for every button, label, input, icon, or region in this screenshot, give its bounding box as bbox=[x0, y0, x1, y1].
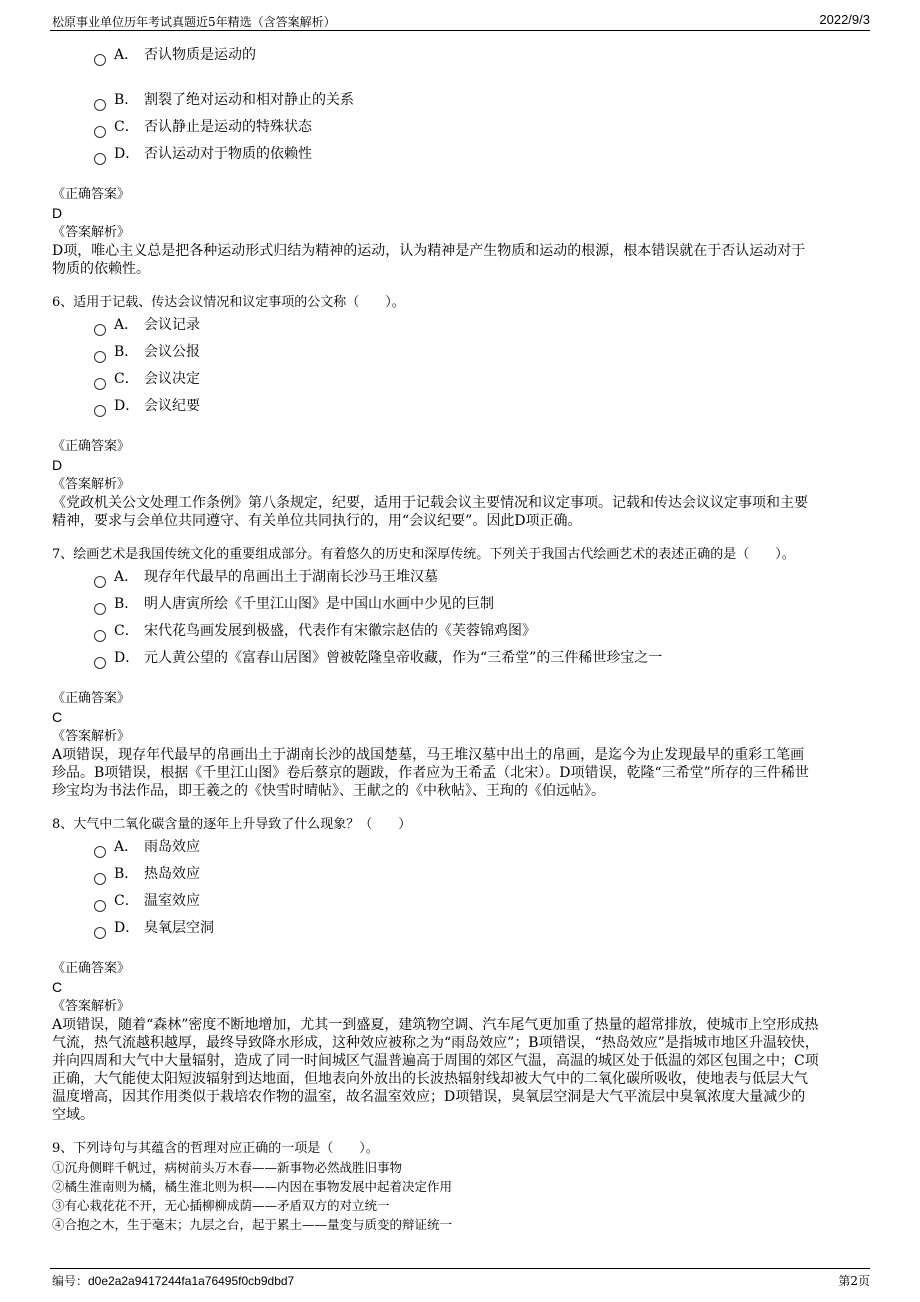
radio-icon[interactable] bbox=[94, 378, 106, 390]
q7-answer-label: 《正确答案》 bbox=[52, 691, 131, 706]
q7-analysis-line: 珍宝均为书法作品，即王羲之的《快雪时晴帖》、王献之的《中秋帖》、王珣的《伯远帖》。 bbox=[52, 783, 605, 799]
q7-analysis-line: 珍品。B项错误，根据《千里江山图》卷后蔡京的题跋，作者应为王希孟（北宋）。D项错误，乾隆“三希堂”所存的三件稀世 bbox=[52, 765, 809, 781]
footer-code: 编号：d0e2a2a9417244fa1a76495f0cb9dbd7 bbox=[52, 1274, 295, 1288]
q5-option-d[interactable]: D． 否认运动对于物质的依赖性 bbox=[94, 144, 312, 164]
radio-icon[interactable] bbox=[94, 153, 106, 165]
radio-icon[interactable] bbox=[94, 54, 106, 66]
q9-item: ①沉舟侧畔千帆过，病树前头万木春——新事物必然战胜旧事物 bbox=[52, 1160, 403, 1175]
q8-analysis-line: 正确，大气能使太阳短波辐射到达地面，但地表向外放出的长波热辐射线却被大气中的二氧化碳所吸收，使地表与低层大气 bbox=[52, 1071, 808, 1087]
q6-option-b[interactable]: B． 会议公报 bbox=[94, 342, 200, 362]
radio-icon[interactable] bbox=[94, 603, 106, 615]
q5-option-c[interactable]: C． 否认静止是运动的特殊状态 bbox=[94, 117, 312, 137]
q9-stem: 9、下列诗句与其蕴含的哲理对应正确的一项是（ ）。 bbox=[52, 1141, 379, 1156]
q8-stem: 8、大气中二氧化碳含量的逐年上升导致了什么现象？（ ） bbox=[52, 817, 412, 832]
q5-option-b[interactable]: B． 割裂了绝对运动和相对静止的关系 bbox=[94, 90, 354, 110]
radio-icon[interactable] bbox=[94, 351, 106, 363]
q8-option-b[interactable]: B． 热岛效应 bbox=[94, 864, 200, 884]
footer-page-number: 第2页 bbox=[838, 1274, 870, 1288]
q6-answer-label: 《正确答案》 bbox=[52, 439, 131, 454]
q8-option-d[interactable]: D． 臭氧层空洞 bbox=[94, 918, 214, 938]
q9-item: ④合抱之木，生于毫末；九层之台，起于累土——量变与质变的辩证统一 bbox=[52, 1217, 453, 1232]
radio-icon[interactable] bbox=[94, 99, 106, 111]
q7-stem: 7、绘画艺术是我国传统文化的重要组成部分。有着悠久的历史和深厚传统。下列关于我国古代绘画艺术的表述正确的是（ ）。 bbox=[52, 547, 795, 562]
header-title: 松原事业单位历年考试真题近5年精选（含答案解析） bbox=[52, 15, 336, 29]
q7-analysis-label: 《答案解析》 bbox=[52, 729, 131, 744]
q8-answer: C bbox=[52, 979, 63, 995]
radio-icon[interactable] bbox=[94, 873, 106, 885]
q9-item: ③有心栽花花不开，无心插柳柳成荫——矛盾双方的对立统一 bbox=[52, 1198, 390, 1213]
q5-analysis-label: 《答案解析》 bbox=[52, 225, 131, 240]
q9-item: ②橘生淮南则为橘，橘生淮北则为枳——内因在事物发展中起着决定作用 bbox=[52, 1179, 453, 1194]
q8-answer-label: 《正确答案》 bbox=[52, 961, 131, 976]
q5-analysis-line: 物质的依赖性。 bbox=[52, 261, 150, 277]
q5-option-a[interactable]: A． 否认物质是运动的 bbox=[94, 45, 256, 65]
q6-option-c[interactable]: C． 会议决定 bbox=[94, 369, 200, 389]
page-header bbox=[0, 0, 920, 32]
radio-icon[interactable] bbox=[94, 630, 106, 642]
q6-answer: D bbox=[52, 457, 63, 473]
q7-option-d[interactable]: D． 元人黄公望的《富春山居图》曾被乾隆皇帝收藏，作为“三希堂”的三件稀世珍宝之一 bbox=[94, 648, 662, 668]
radio-icon[interactable] bbox=[94, 657, 106, 669]
q7-option-a[interactable]: A． 现存年代最早的帛画出土于湖南长沙马王堆汉墓 bbox=[94, 567, 438, 587]
q6-analysis-line: 精神，要求与会单位共同遵守、有关单位共同执行的，用“会议纪要”。因此D项正确。 bbox=[52, 513, 582, 529]
q6-option-a[interactable]: A． 会议记录 bbox=[94, 315, 200, 335]
q5-answer: D bbox=[52, 205, 63, 221]
radio-icon[interactable] bbox=[94, 927, 106, 939]
q8-analysis-line: 气流，热气流越积越厚，最终导致降水形成，这种效应被称之为“雨岛效应”；B项错误，“热岛效应”是指城市地区升温较快， bbox=[52, 1035, 819, 1051]
q8-option-a[interactable]: A． 雨岛效应 bbox=[94, 837, 200, 857]
radio-icon[interactable] bbox=[94, 900, 106, 912]
q7-answer: C bbox=[52, 709, 63, 725]
q8-analysis-line: A项错误，随着“森林”密度不断地增加，尤其一到盛夏，建筑物空调、汽车尾气更加重了热量的超常排放，使城市上空形成热 bbox=[52, 1017, 819, 1033]
q7-analysis-line: A项错误，现存年代最早的帛画出土于湖南长沙的战国楚墓，马王堆汉墓中出土的帛画，是迄今为止发现最早的重彩工笔画 bbox=[52, 747, 805, 763]
q8-analysis-label: 《答案解析》 bbox=[52, 999, 131, 1014]
q6-stem: 6、适用于记载、传达会议情况和议定事项的公文称（ ）。 bbox=[52, 295, 405, 310]
q6-option-d[interactable]: D． 会议纪要 bbox=[94, 396, 200, 416]
q6-analysis-line: 《党政机关公文处理工作条例》第八条规定，纪要，适用于记载会议主要情况和议定事项。记载和传达会议议定事项和主要 bbox=[52, 495, 808, 511]
radio-icon[interactable] bbox=[94, 576, 106, 588]
q7-option-b[interactable]: B． 明人唐寅所绘《千里江山图》是中国山水画中少见的巨制 bbox=[94, 594, 494, 614]
q8-analysis-line: 温度增高，因其作用类似于栽培农作物的温室，故名温室效应；D项错误，臭氧层空洞是大气平流层中臭氧浓度大量减少的 bbox=[52, 1089, 806, 1105]
q6-analysis-label: 《答案解析》 bbox=[52, 477, 131, 492]
radio-icon[interactable] bbox=[94, 324, 106, 336]
radio-icon[interactable] bbox=[94, 405, 106, 417]
q5-analysis-line: D项，唯心主义总是把各种运动形式归结为精神的运动，认为精神是产生物质和运动的根源，根本错误就在于否认运动对于 bbox=[52, 243, 806, 259]
radio-icon[interactable] bbox=[94, 846, 106, 858]
q7-option-c[interactable]: C． 宋代花鸟画发展到极盛，代表作有宋徽宗赵佶的《芙蓉锦鸡图》 bbox=[94, 621, 536, 641]
radio-icon[interactable] bbox=[94, 126, 106, 138]
q8-option-c[interactable]: C． 温室效应 bbox=[94, 891, 200, 911]
q8-analysis-line: 并向四周和大气中大量辐射，造成了同一时间城区气温普遍高于周围的郊区气温，高温的城区处于低温的郊区包围之中；C项 bbox=[52, 1053, 819, 1069]
header-date: 2022/9/3 bbox=[819, 12, 870, 27]
q8-analysis-line: 空域。 bbox=[52, 1107, 94, 1123]
q5-answer-label: 《正确答案》 bbox=[52, 187, 131, 202]
footer-divider bbox=[50, 1268, 870, 1269]
header-divider bbox=[50, 30, 870, 31]
